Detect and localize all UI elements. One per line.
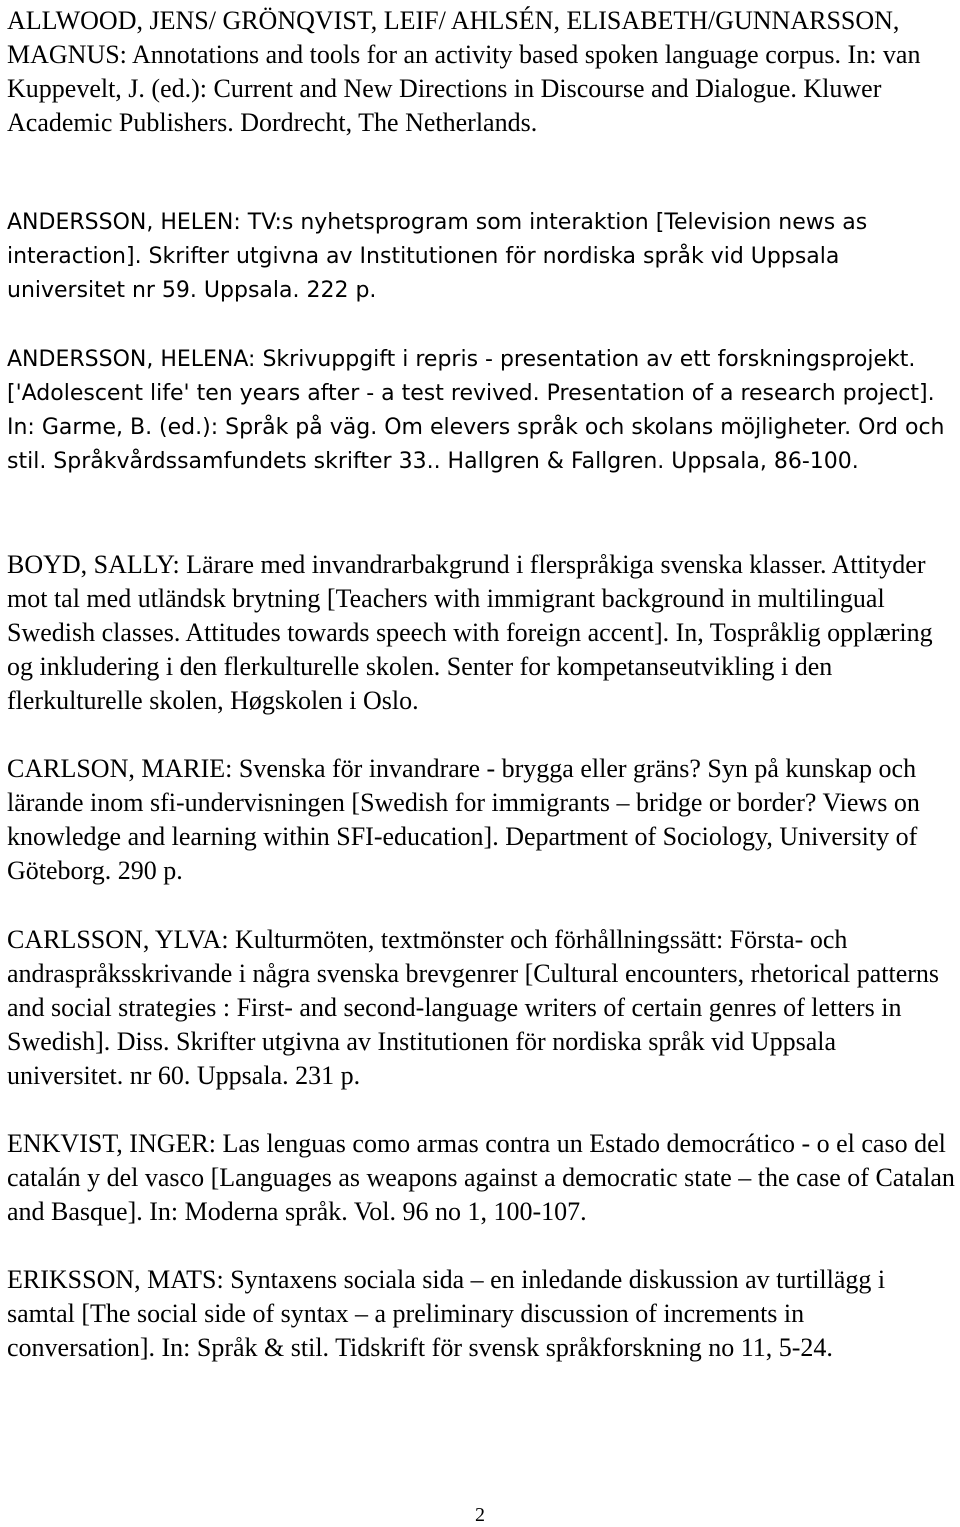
- bibliography-entry-andersson-helen: ANDERSSON, HELEN: TV:s nyhetsprogram som interaktion [Television news as interaction]. Skrifter utgivna av Institutionen för nordiska språk vid Uppsala universitet nr 59. Uppsala. 222 p.: [7, 210, 868, 303]
- bibliography-entry-boyd: BOYD, SALLY: Lärare med invandrarbakgrund i flerspråkiga svenska klasser. Attityder mot tal med utländsk brytning [Teachers with immigrant background in multilingual Swedish classes. Attitudes towards speech with foreign accent]. In, Tospråklig opplæring og inkludering i den flerkulturelle skolen. Senter for kompetanseutvikling i den flerkulturelle skolen, Høgskolen i Oslo.: [7, 550, 933, 715]
- bibliography-entry-enkvist: ENKVIST, INGER: Las lenguas como armas contra un Estado democrático - o el caso del catalán y del vasco [Languages as weapons against a democratic state – the case of Catalan and Basque]. In: Moderna språk. Vol. 96 no 1, 100-107.: [7, 1129, 955, 1226]
- bibliography-entry-carlson: CARLSON, MARIE: Svenska för invandrare - brygga eller gräns? Syn på kunskap och lärande inom sfi-undervisningen [Swedish for immigrants – bridge or border? Views on knowledge and learning within SFI-education]. Department of Sociology, University of Göteborg. 290 p.: [7, 754, 920, 885]
- bibliography-entry-carlsson: CARLSSON, YLVA: Kulturmöten, textmönster och förhållningssätt: Första- och andraspråksskrivande i några svenska brevgenrer [Cultural encounters, rhetorical patterns and social strategies : First- and second-language writers of certain genres of letters in Swedish]. Diss. Skrifter utgivna av Institutionen för nordiska språk vid Uppsala universitet. nr 60. Uppsala. 231 p.: [7, 925, 940, 1090]
- bibliography-entry-eriksson: ERIKSSON, MATS: Syntaxens sociala sida – en inledande diskussion av turtillägg i samtal [The social side of syntax – a preliminary discussion of increments in conversation]. In: Språk & stil. Tidskrift för svensk språkforskning no 11, 5-24.: [7, 1265, 886, 1362]
- bibliography-entry-allwood: ALLWOOD, JENS/ GRÖNQVIST, LEIF/ AHLSÉN, ELISABETH/GUNNARSSON, MAGNUS: Annotations and tools for an activity based spoken language corpus. In: van Kuppevelt, J. (ed.): Current and New Directions in Discourse and Dialogue. Kluwer Academic Publishers. Dordrecht, The Netherlands.: [7, 6, 921, 137]
- page-number: 2: [475, 1504, 485, 1526]
- bibliography-entry-andersson-helena: ANDERSSON, HELENA: Skrivuppgift i repris - presentation av ett forskningsprojekt. ['Adolescent life' ten years after - a test revived. Presentation of a research project]. In: Garme, B. (ed.): Språk på väg. Om elevers språk och skolans möjligheter. Ord och stil. Språkvårdssamfundets skrifter 33.. Hallgren & Fallgren. Uppsala, 86-100.: [7, 347, 945, 474]
